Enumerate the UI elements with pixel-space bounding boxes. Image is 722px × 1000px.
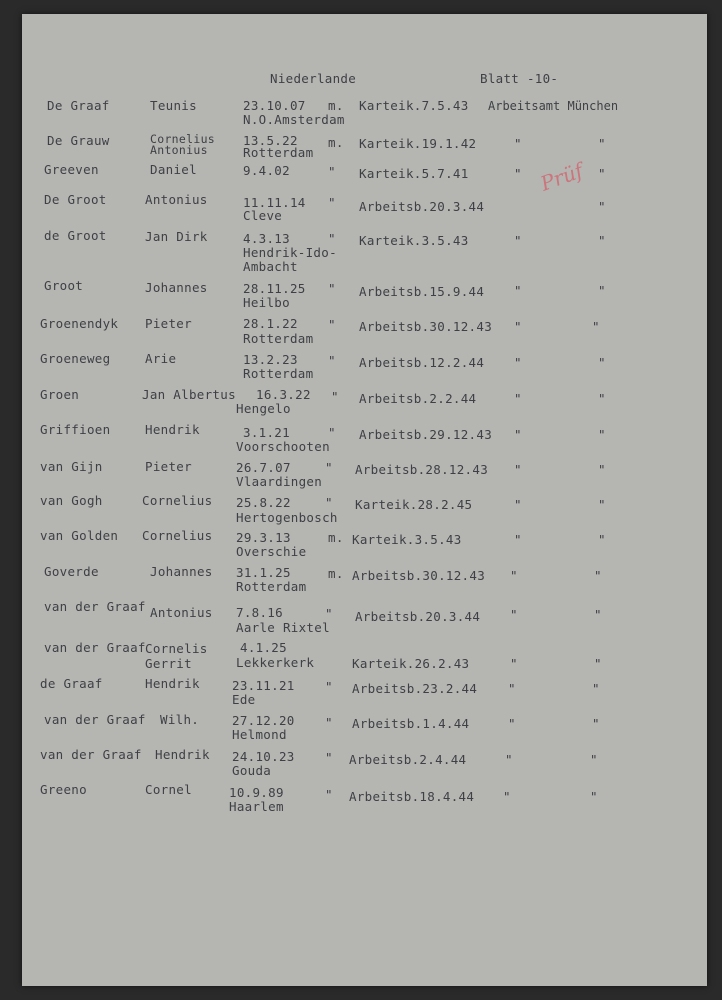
row-ditto: " xyxy=(598,532,606,547)
row-source: Arbeitsb.23.2.44 xyxy=(352,681,478,696)
row-given-name: Johannes xyxy=(150,564,213,579)
row-ditto: " xyxy=(514,166,522,181)
row-source: Arbeitsb.20.3.44 xyxy=(355,609,481,624)
row-surname: van der Graaf xyxy=(44,640,146,655)
row-given-name: Pieter xyxy=(145,459,192,474)
row-birth-date: 27.12.20 xyxy=(232,713,295,728)
row-surname: De Graaf xyxy=(47,98,110,113)
row-birth-date: 4.1.25 xyxy=(240,640,287,655)
row-office: Arbeitsamt München xyxy=(488,99,619,113)
row-source: Arbeitsb.18.4.44 xyxy=(349,789,475,804)
row-source: Karteik.3.5.43 xyxy=(352,532,462,547)
row-ditto: " xyxy=(594,568,602,583)
row-birth-place: Voorschooten xyxy=(236,439,330,454)
row-birth-date: 26.7.07 xyxy=(236,460,291,475)
row-sex: " xyxy=(325,679,333,694)
row-ditto: " xyxy=(598,497,606,512)
row-birth-place: Vlaardingen xyxy=(236,474,323,489)
row-surname: Greeven xyxy=(44,162,99,177)
row-sex: m. xyxy=(328,566,344,581)
row-given-name: Hendrik xyxy=(145,422,200,437)
row-birth-place: Rotterdam xyxy=(243,331,314,346)
row-source: Karteik.19.1.42 xyxy=(359,136,477,151)
row-ditto: " xyxy=(508,716,516,731)
row-birth-date: 7.8.16 xyxy=(236,605,283,620)
row-birth-date: 24.10.23 xyxy=(232,749,295,764)
row-birth-place: Helmond xyxy=(232,727,287,742)
row-sex: m. xyxy=(328,135,344,150)
row-given-name: Jan Dirk xyxy=(145,229,208,244)
row-ditto: " xyxy=(598,233,606,248)
row-source: Arbeitsb.15.9.44 xyxy=(359,284,485,299)
row-birth-place: Hendrik-Ido-Ambacht xyxy=(243,245,337,274)
row-birth-date: 16.3.22 xyxy=(256,387,311,402)
row-birth-place: Heilbo xyxy=(243,295,290,310)
row-birth-place: Aarle Rixtel xyxy=(236,620,330,635)
row-birth-place: Lekkerkerk xyxy=(236,655,315,670)
row-birth-place: Ede xyxy=(232,692,256,707)
row-ditto: " xyxy=(505,752,513,767)
row-given-name: Cornelius Antonius xyxy=(150,132,216,157)
row-sex: " xyxy=(328,164,336,179)
row-surname: van der Graaf xyxy=(40,747,142,762)
row-given-name: Cornelis Gerrit xyxy=(145,641,208,671)
row-surname: Groot xyxy=(44,278,84,293)
row-sex: m. xyxy=(328,98,344,113)
row-sex: " xyxy=(325,750,333,765)
row-sex: " xyxy=(325,495,333,510)
row-sex: " xyxy=(328,425,336,440)
row-ditto: " xyxy=(594,607,602,622)
row-birth-place: Rotterdam xyxy=(243,145,314,160)
row-sex: " xyxy=(328,195,336,210)
row-surname: van Gogh xyxy=(40,493,103,508)
row-given-name: Hendrik xyxy=(145,676,200,691)
row-source: Arbeitsb.29.12.43 xyxy=(359,427,493,442)
row-ditto: " xyxy=(503,789,511,804)
row-ditto: " xyxy=(594,656,602,671)
row-birth-place: Rotterdam xyxy=(236,579,307,594)
row-source: Karteik.26.2.43 xyxy=(352,656,470,671)
row-ditto: " xyxy=(592,319,600,334)
row-ditto: " xyxy=(514,427,522,442)
row-given-name: Cornel xyxy=(145,782,192,797)
row-ditto: " xyxy=(510,568,518,583)
row-given-name: Teunis xyxy=(150,98,197,113)
row-ditto: " xyxy=(598,462,606,477)
row-birth-date: 28.11.25 xyxy=(243,281,306,296)
row-birth-date: 25.8.22 xyxy=(236,495,291,510)
row-birth-date: 10.9.89 xyxy=(229,785,284,800)
row-source: Arbeitsb.2.4.44 xyxy=(349,752,467,767)
row-given-name: Pieter xyxy=(145,316,192,331)
row-given-name: Antonius xyxy=(150,605,213,620)
row-given-name: Wilh. xyxy=(160,712,200,727)
country-header: Niederlande xyxy=(270,71,357,86)
row-source: Arbeitsb.1.4.44 xyxy=(352,716,470,731)
row-ditto: " xyxy=(592,681,600,696)
row-surname: Groeneweg xyxy=(40,351,111,366)
row-ditto: " xyxy=(590,752,598,767)
row-ditto: " xyxy=(514,136,522,151)
row-ditto: " xyxy=(514,532,522,547)
row-surname: de Groot xyxy=(44,228,107,243)
row-ditto: " xyxy=(598,136,606,151)
row-birth-date: 4.3.13 xyxy=(243,231,290,246)
row-surname: Groenendyk xyxy=(40,316,119,331)
row-source: Arbeitsb.12.2.44 xyxy=(359,355,485,370)
row-surname: Goverde xyxy=(44,564,99,579)
row-birth-place: Gouda xyxy=(232,763,272,778)
row-surname: Groen xyxy=(40,387,80,402)
row-birth-place: Rotterdam xyxy=(243,366,314,381)
row-ditto: " xyxy=(598,391,606,406)
row-source: Karteik.3.5.43 xyxy=(359,233,469,248)
row-birth-date: 3.1.21 xyxy=(243,425,290,440)
row-given-name: Cornelius xyxy=(142,493,213,508)
row-surname: van Gijn xyxy=(40,459,103,474)
row-ditto: " xyxy=(514,233,522,248)
row-sex: " xyxy=(325,715,333,730)
row-ditto: " xyxy=(598,199,606,214)
row-sex: " xyxy=(325,460,333,475)
row-birth-date: 23.11.21 xyxy=(232,678,295,693)
row-sex: m. xyxy=(328,530,344,545)
row-given-name: Hendrik xyxy=(155,747,210,762)
row-birth-date: 28.1.22 xyxy=(243,316,298,331)
row-sex: " xyxy=(331,389,339,404)
row-birth-date: 23.10.07 xyxy=(243,98,306,113)
row-given-name: Daniel xyxy=(150,162,197,177)
row-given-name: Cornelius xyxy=(142,528,213,543)
row-sex: " xyxy=(328,353,336,368)
row-ditto: " xyxy=(598,283,606,298)
row-sex: " xyxy=(325,787,333,802)
row-ditto: " xyxy=(514,391,522,406)
row-sex: " xyxy=(325,606,333,621)
row-ditto: " xyxy=(514,497,522,512)
row-sex: " xyxy=(328,281,336,296)
row-ditto: " xyxy=(592,716,600,731)
row-source: Arbeitsb.28.12.43 xyxy=(355,462,489,477)
row-ditto: " xyxy=(598,427,606,442)
row-source: Arbeitsb.30.12.43 xyxy=(359,319,493,334)
row-birth-date: 29.3.13 xyxy=(236,530,291,545)
row-ditto: " xyxy=(510,607,518,622)
row-surname: De Grauw xyxy=(47,133,110,148)
row-ditto: " xyxy=(510,656,518,671)
sheet-number: Blatt -10- xyxy=(480,71,559,86)
row-ditto: " xyxy=(514,462,522,477)
row-given-name: Johannes xyxy=(145,280,208,295)
row-sex: " xyxy=(328,317,336,332)
row-birth-place: Overschie xyxy=(236,544,307,559)
row-given-name: Arie xyxy=(145,351,177,366)
row-ditto: " xyxy=(514,283,522,298)
row-surname: van Golden xyxy=(40,528,119,543)
row-birth-date: 13.5.22 xyxy=(243,133,298,148)
row-surname: de Graaf xyxy=(40,676,103,691)
row-source: Arbeitsb.2.2.44 xyxy=(359,391,477,406)
row-birth-place: Cleve xyxy=(243,208,283,223)
row-ditto: " xyxy=(598,166,606,181)
row-given-name: Jan Albertus xyxy=(142,387,236,402)
row-sex: " xyxy=(328,231,336,246)
row-ditto: " xyxy=(514,355,522,370)
row-ditto: " xyxy=(598,355,606,370)
row-ditto: " xyxy=(590,789,598,804)
row-birth-place: Haarlem xyxy=(229,799,284,814)
row-source: Arbeitsb.20.3.44 xyxy=(359,199,485,214)
row-birth-place: Hengelo xyxy=(236,401,291,416)
row-source: Karteik.7.5.43 xyxy=(359,98,469,113)
row-ditto: " xyxy=(514,319,522,334)
row-source: Arbeitsb.30.12.43 xyxy=(352,568,486,583)
row-source: Karteik.5.7.41 xyxy=(359,166,469,181)
row-birth-place: Hertogenbosch xyxy=(236,510,338,525)
row-ditto: " xyxy=(508,681,516,696)
row-surname: Griffioen xyxy=(40,422,111,437)
row-surname: van der Graaf xyxy=(44,599,146,614)
row-birth-date: 9.4.02 xyxy=(243,163,290,178)
row-surname: Greeno xyxy=(40,782,87,797)
inspection-stamp: Prüf xyxy=(537,158,587,196)
row-surname: van der Graaf xyxy=(44,712,146,727)
row-birth-place: N.O.Amsterdam xyxy=(243,112,345,127)
row-given-name: Antonius xyxy=(145,192,208,207)
row-birth-date: 13.2.23 xyxy=(243,352,298,367)
row-birth-date: 11.11.14 xyxy=(243,195,306,210)
row-source: Karteik.28.2.45 xyxy=(355,497,473,512)
row-birth-date: 31.1.25 xyxy=(236,565,291,580)
row-surname: De Groot xyxy=(44,192,107,207)
